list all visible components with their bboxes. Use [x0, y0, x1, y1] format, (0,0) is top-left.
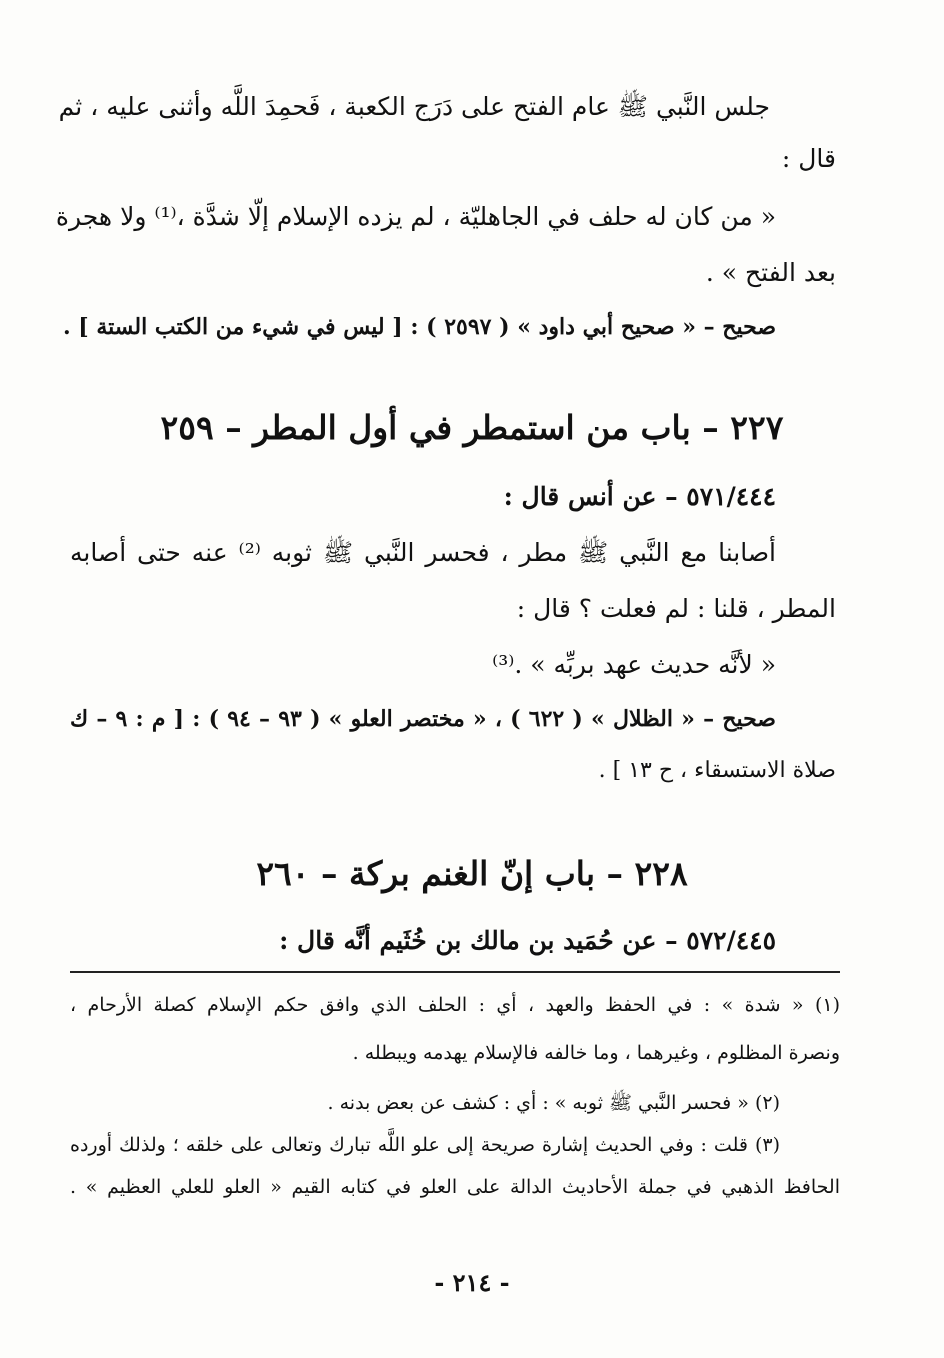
hadith-grading: صحيح – « الظلال » ( ٦٢٢ ) ، « مختصر العلو » ( ٩٣ – ٩٤ ) : [ م : ٩ – ك: [70, 706, 776, 732]
hadith-grading: صلاة الاستسقاء ، ح ١٣ ] .: [598, 758, 836, 783]
hadith-grading: صحيح – « صحيح أبي داود » ( ٢٥٩٧ ) : [ ليس في شيء من الكتب الستة ] .: [62, 314, 776, 340]
footnote-divider: [70, 971, 840, 973]
chapter-heading: ٢٢٧ – باب من استمطر في أول المطر – ٢٥٩: [160, 408, 784, 447]
hadith-number: ٥٧٢/٤٤٥ – عن حُمَيد بن مالك بن خُثَيم أنَّه قال :: [279, 926, 776, 955]
footnote-2: (٢) « فحسر النَّبي ﷺ ثوبه » : أي : كشف عن بعض بدنه .: [327, 1092, 780, 1114]
footnote-1: (١) « شدة » : في الحفظ والعهد ، أي : الحلف الذي وافق حكم الإسلام كصلة الأرحام ،: [70, 994, 840, 1016]
text-line: جلس النَّبي ﷺ عام الفتح على دَرَج الكعبة ، فَحمِدَ اللَّه وأثنى عليه ، ثم: [58, 92, 770, 121]
hadith-number: ٥٧١/٤٤٤ – عن أنس قال :: [503, 482, 776, 511]
page-number: - ٢١٤ -: [434, 1268, 510, 1297]
hadith-text: « من كان له حلف في الجاهليّة ، لم يزده الإسلام إلّا شدَّة ،⁽¹⁾ ولا هجرة: [55, 202, 776, 231]
hadith-text: « لأنَّه حديث عهد بربِّه » .⁽³⁾: [492, 650, 776, 679]
text-line: قال :: [781, 144, 836, 173]
footnote-3: (٣) قلت : وفي الحديث إشارة صريحة إلى علو اللَّه تبارك وتعالى على خلقه ؛ ولذلك أورده: [70, 1134, 780, 1156]
hadith-text: المطر ، قلنا : لم فعلت ؟ قال :: [516, 594, 836, 623]
hadith-text: بعد الفتح » .: [705, 258, 836, 287]
hadith-text: أصابنا مع النَّبي ﷺ مطر ، فحسر النَّبي ﷺ ثوبه ⁽²⁾ عنه حتى أصابه: [70, 538, 776, 567]
chapter-heading: ٢٢٨ – باب إنّ الغنم بركة – ٢٦٠: [256, 854, 688, 893]
footnote-1-continued: ونصرة المظلوم ، وغيرهما ، وما خالفه فالإسلام يهدمه ويبطله .: [352, 1042, 840, 1064]
footnote-3-continued: الحافظ الذهبي في جملة الأحاديث الدالة على العلو في كتابه القيم « العلو للعلي العظيم » .: [70, 1176, 840, 1198]
